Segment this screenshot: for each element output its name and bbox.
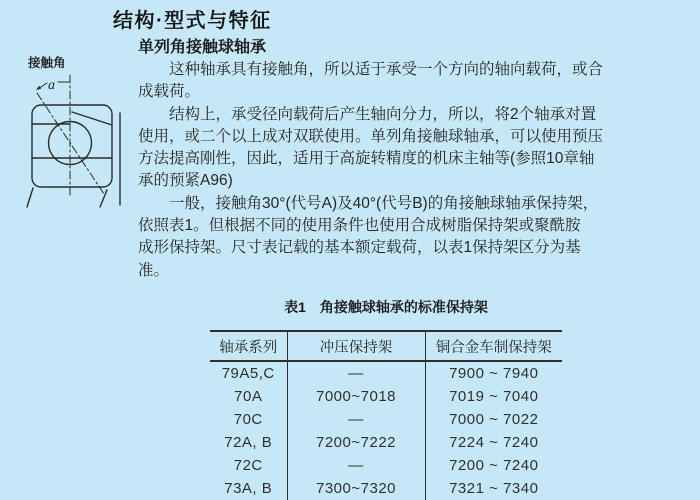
col-header-machined-brass-cage: 铜合金车制保持架 <box>425 331 562 361</box>
cell-pressed: 7300~7320 <box>287 477 425 500</box>
dim-arrowhead-icon <box>36 86 41 90</box>
col-header-bearing-series: 轴承系列 <box>210 331 287 361</box>
paragraph-line: 成载荷。 <box>138 83 201 101</box>
cell-machined: 7224 ~ 7240 <box>449 434 539 451</box>
break-line-left <box>27 188 33 207</box>
table-row <box>210 431 562 454</box>
paragraph-line: 结构上，承受径向载荷后产生轴向分力，所以，将2个轴承对置 <box>169 105 597 123</box>
paragraph-line: 使用，或二个以上成对双联使用。单列角接触球轴承，可以使用预压 <box>138 127 604 145</box>
paragraph-line: 承的预紧A96) <box>138 172 233 190</box>
paragraph-line: 依照表1。但根据不同的使用条件也使用合成树脂保持架或聚酰胺 <box>138 217 581 235</box>
cell-series: 72C <box>210 454 287 477</box>
bearing-section-outline <box>32 105 112 187</box>
cell-machined: 7200 ~ 7240 <box>449 457 539 474</box>
cell-series: 70C <box>210 408 287 431</box>
cell-machined: 7900 ~ 7940 <box>449 365 539 382</box>
cell-pressed: 7200~7222 <box>287 431 425 454</box>
angle-symbol: a <box>48 78 55 93</box>
paragraph-line: 成形保持架。尺寸表记载的基本额定载荷，以表1保持架区分为基 <box>138 239 581 257</box>
bearing-contact-angle-diagram <box>20 48 135 213</box>
bearing-diagram-svg <box>20 48 135 213</box>
cell-machined: 7321 ~ 7340 <box>449 480 539 497</box>
cell-series: 72A, B <box>210 431 287 454</box>
paragraph-line: 方法提高刚性，因此，适用于高旋转精度的机床主轴等(参照10章轴 <box>138 150 595 168</box>
cell-series: 79A5,C <box>210 361 287 385</box>
cage-table <box>210 330 562 500</box>
paragraph-line: 准。 <box>138 261 170 279</box>
table-row <box>210 361 562 385</box>
cell-series: 73A, B <box>210 477 287 500</box>
contact-angle-label: 接触角 <box>28 56 66 70</box>
cell-series: 70A <box>210 385 287 408</box>
section-heading: 单列角接触球轴承 <box>138 39 267 56</box>
paragraph-line: 这种轴承具有接触角，所以适于承受一个方向的轴向载荷，或合 <box>169 61 604 78</box>
col-header-pressed-cage: 冲压保持架 <box>287 331 425 361</box>
table-caption: 表1 角接触球轴承的标准保持架 <box>284 299 488 315</box>
cell-machined: 7019 ~ 7040 <box>449 388 539 405</box>
body-text <box>138 59 672 282</box>
cell-pressed: — <box>287 361 425 385</box>
paragraph-line: 一般，接触角30°(代号A)及40°(代号B)的角接触球轴承保持架， <box>169 194 599 212</box>
cell-pressed: 7000~7018 <box>287 385 425 408</box>
page-title: 结构·型式与特征 <box>113 10 272 32</box>
cell-pressed: — <box>287 408 425 431</box>
cell-pressed: — <box>287 454 425 477</box>
table-row <box>210 408 562 431</box>
table-row <box>210 454 562 477</box>
table-header-row <box>210 331 562 361</box>
cell-machined: 7000 ~ 7022 <box>449 411 539 428</box>
table-row <box>210 385 562 408</box>
table-row <box>210 477 562 500</box>
